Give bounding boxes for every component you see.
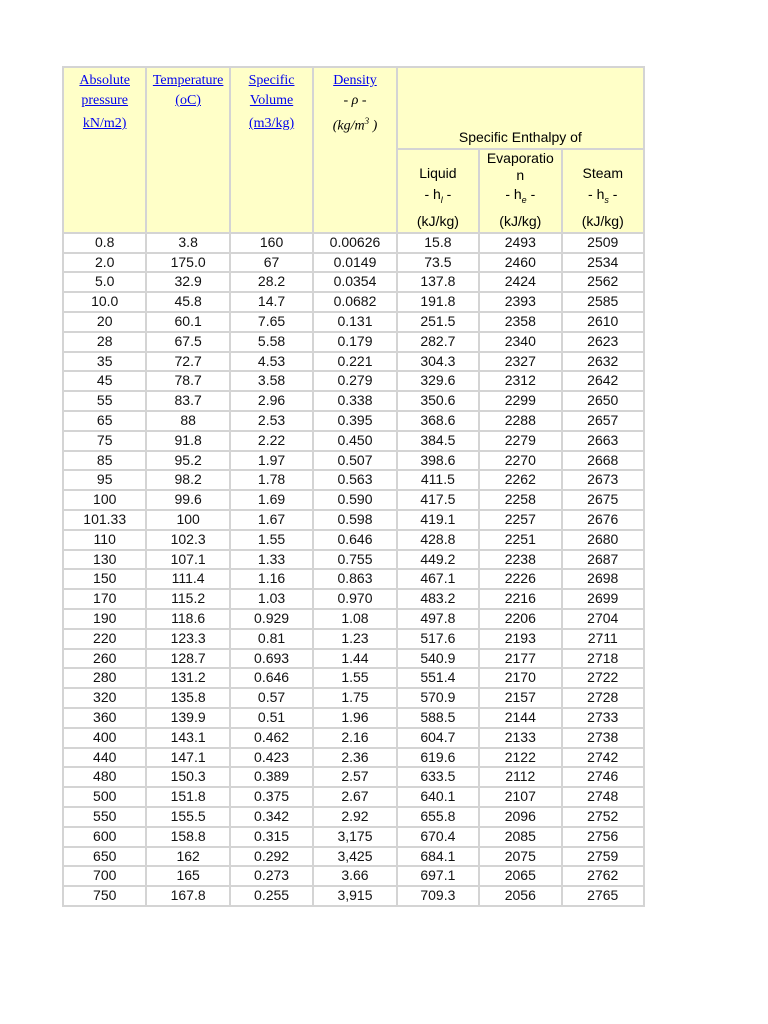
cell-temperature: 111.4 [147, 570, 228, 588]
cell-temperature: 60.1 [147, 313, 228, 331]
cell-steam-enthalpy: 2738 [563, 729, 644, 747]
cell-temperature: 165 [147, 867, 228, 885]
cell-liquid-enthalpy: 398.6 [398, 452, 478, 470]
table-row [64, 709, 643, 727]
cell-steam-enthalpy: 2698 [563, 570, 644, 588]
header-temperature [147, 68, 228, 232]
cell-temperature: 131.2 [147, 669, 228, 687]
cell-pressure: 170 [64, 590, 145, 608]
cell-density: 2.16 [314, 729, 395, 747]
table-row [64, 531, 643, 549]
cell-density: 0.507 [314, 452, 395, 470]
cell-pressure: 190 [64, 610, 145, 628]
cell-liquid-enthalpy: 449.2 [398, 551, 478, 569]
cell-liquid-enthalpy: 329.6 [398, 372, 478, 390]
table-row [64, 551, 643, 569]
cell-volume: 0.929 [231, 610, 312, 628]
cell-volume: 4.53 [231, 353, 312, 371]
cell-density: 0.450 [314, 432, 395, 450]
cell-density: 0.0682 [314, 293, 395, 311]
cell-pressure: 400 [64, 729, 145, 747]
cell-evaporation-enthalpy: 2144 [480, 709, 560, 727]
cell-volume: 1.55 [231, 531, 312, 549]
cell-temperature: 167.8 [147, 887, 228, 905]
cell-evaporation-enthalpy: 2075 [480, 848, 560, 866]
cell-pressure: 650 [64, 848, 145, 866]
cell-liquid-enthalpy: 304.3 [398, 353, 478, 371]
table-row [64, 808, 643, 826]
table-row [64, 432, 643, 450]
cell-steam-enthalpy: 2676 [563, 511, 644, 529]
cell-volume: 1.67 [231, 511, 312, 529]
cell-liquid-enthalpy: 467.1 [398, 570, 478, 588]
cell-density: 3,915 [314, 887, 395, 905]
cell-evaporation-enthalpy: 2193 [480, 630, 560, 648]
header-link[interactable]: (m3/kg) [249, 116, 295, 131]
cell-evaporation-enthalpy: 2206 [480, 610, 560, 628]
cell-volume: 1.78 [231, 471, 312, 489]
cell-liquid-enthalpy: 384.5 [398, 432, 478, 450]
cell-liquid-enthalpy: 251.5 [398, 313, 478, 331]
cell-pressure: 150 [64, 570, 145, 588]
header-evaporation: Evaporatio n - $h_e$ - (kJ/kg) [480, 150, 560, 232]
cell-density: 2.67 [314, 788, 395, 806]
cell-temperature: 88 [147, 412, 228, 430]
cell-pressure: 75 [64, 432, 145, 450]
cell-evaporation-enthalpy: 2460 [480, 254, 560, 272]
cell-volume: 1.69 [231, 491, 312, 509]
cell-evaporation-enthalpy: 2177 [480, 650, 560, 668]
cell-density: 0.598 [314, 511, 395, 529]
table-row [64, 650, 643, 668]
cell-temperature: 158.8 [147, 828, 228, 846]
cell-density: 2.57 [314, 768, 395, 786]
header-link[interactable]: Volume [249, 93, 294, 108]
cell-steam-enthalpy: 2748 [563, 788, 644, 806]
cell-volume: 2.53 [231, 412, 312, 430]
cell-volume: 0.389 [231, 768, 312, 786]
cell-density: 2.92 [314, 808, 395, 826]
cell-evaporation-enthalpy: 2270 [480, 452, 560, 470]
table-row [64, 610, 643, 628]
cell-liquid-enthalpy: 604.7 [398, 729, 478, 747]
header-liquid: Liquid - $h_l$ - (kJ/kg) [398, 150, 478, 232]
cell-pressure: 101.33 [64, 511, 145, 529]
cell-steam-enthalpy: 2680 [563, 531, 644, 549]
cell-liquid-enthalpy: 655.8 [398, 808, 478, 826]
cell-evaporation-enthalpy: 2226 [480, 570, 560, 588]
cell-temperature: 175.0 [147, 254, 228, 272]
table-row [64, 867, 643, 885]
cell-steam-enthalpy: 2718 [563, 650, 644, 668]
cell-pressure: 20 [64, 313, 145, 331]
table-row [64, 689, 643, 707]
table-row [64, 353, 643, 371]
cell-volume: 67 [231, 254, 312, 272]
cell-density: 0.221 [314, 353, 395, 371]
cell-evaporation-enthalpy: 2107 [480, 788, 560, 806]
table-row [64, 590, 643, 608]
cell-pressure: 280 [64, 669, 145, 687]
cell-steam-enthalpy: 2534 [563, 254, 644, 272]
cell-pressure: 360 [64, 709, 145, 727]
cell-liquid-enthalpy: 282.7 [398, 333, 478, 351]
cell-temperature: 99.6 [147, 491, 228, 509]
table-row [64, 848, 643, 866]
table-body [64, 234, 643, 905]
cell-evaporation-enthalpy: 2262 [480, 471, 560, 489]
cell-steam-enthalpy: 2657 [563, 412, 644, 430]
cell-liquid-enthalpy: 709.3 [398, 887, 478, 905]
cell-steam-enthalpy: 2722 [563, 669, 644, 687]
cell-evaporation-enthalpy: 2257 [480, 511, 560, 529]
cell-temperature: 32.9 [147, 273, 228, 291]
cell-density: 1.23 [314, 630, 395, 648]
cell-liquid-enthalpy: 670.4 [398, 828, 478, 846]
cell-temperature: 95.2 [147, 452, 228, 470]
cell-steam-enthalpy: 2650 [563, 392, 644, 410]
cell-steam-enthalpy: 2711 [563, 630, 644, 648]
cell-liquid-enthalpy: 191.8 [398, 293, 478, 311]
cell-volume: 1.16 [231, 570, 312, 588]
cell-steam-enthalpy: 2728 [563, 689, 644, 707]
cell-density: 3.66 [314, 867, 395, 885]
table-row [64, 254, 643, 272]
cell-pressure: 220 [64, 630, 145, 648]
cell-steam-enthalpy: 2668 [563, 452, 644, 470]
cell-temperature: 67.5 [147, 333, 228, 351]
table-row [64, 491, 643, 509]
cell-density: 0.563 [314, 471, 395, 489]
header-link[interactable]: (oC) [175, 93, 201, 108]
cell-density: 0.863 [314, 570, 395, 588]
header-density [314, 68, 395, 232]
header-enthalpy-group [398, 68, 643, 148]
table-row [64, 828, 643, 846]
table-row [64, 234, 643, 252]
cell-volume: 1.97 [231, 452, 312, 470]
table-row [64, 887, 643, 905]
cell-volume: 0.375 [231, 788, 312, 806]
cell-temperature: 162 [147, 848, 228, 866]
cell-liquid-enthalpy: 619.6 [398, 749, 478, 767]
cell-temperature: 143.1 [147, 729, 228, 747]
cell-evaporation-enthalpy: 2112 [480, 768, 560, 786]
density-unit: ($kg/m^3$ ) [332, 116, 378, 134]
cell-density: 3,175 [314, 828, 395, 846]
cell-density: 0.179 [314, 333, 395, 351]
cell-volume: 0.273 [231, 867, 312, 885]
cell-evaporation-enthalpy: 2133 [480, 729, 560, 747]
cell-temperature: 128.7 [147, 650, 228, 668]
cell-density: 0.646 [314, 531, 395, 549]
cell-pressure: 550 [64, 808, 145, 826]
cell-volume: 14.7 [231, 293, 312, 311]
cell-pressure: 2.0 [64, 254, 145, 272]
cell-liquid-enthalpy: 588.5 [398, 709, 478, 727]
cell-pressure: 110 [64, 531, 145, 549]
cell-evaporation-enthalpy: 2216 [480, 590, 560, 608]
cell-pressure: 65 [64, 412, 145, 430]
cell-volume: 0.693 [231, 650, 312, 668]
cell-liquid-enthalpy: 633.5 [398, 768, 478, 786]
cell-temperature: 135.8 [147, 689, 228, 707]
cell-density: 3,425 [314, 848, 395, 866]
table-row [64, 669, 643, 687]
cell-density: 0.279 [314, 372, 395, 390]
cell-steam-enthalpy: 2752 [563, 808, 644, 826]
cell-volume: 0.255 [231, 887, 312, 905]
cell-steam-enthalpy: 2765 [563, 887, 644, 905]
cell-pressure: 750 [64, 887, 145, 905]
cell-evaporation-enthalpy: 2065 [480, 867, 560, 885]
table-row [64, 372, 643, 390]
cell-evaporation-enthalpy: 2493 [480, 234, 560, 252]
cell-density: 1.08 [314, 610, 395, 628]
cell-steam-enthalpy: 2585 [563, 293, 644, 311]
cell-volume: 3.58 [231, 372, 312, 390]
cell-evaporation-enthalpy: 2299 [480, 392, 560, 410]
cell-volume: 160 [231, 234, 312, 252]
cell-steam-enthalpy: 2762 [563, 867, 644, 885]
cell-density: 1.96 [314, 709, 395, 727]
cell-pressure: 45 [64, 372, 145, 390]
cell-density: 1.75 [314, 689, 395, 707]
cell-pressure: 85 [64, 452, 145, 470]
cell-volume: 0.462 [231, 729, 312, 747]
cell-temperature: 139.9 [147, 709, 228, 727]
cell-volume: 7.65 [231, 313, 312, 331]
cell-evaporation-enthalpy: 2238 [480, 551, 560, 569]
cell-volume: 0.342 [231, 808, 312, 826]
cell-temperature: 100 [147, 511, 228, 529]
cell-volume: 0.423 [231, 749, 312, 767]
cell-steam-enthalpy: 2663 [563, 432, 644, 450]
cell-density: 2.36 [314, 749, 395, 767]
cell-volume: 0.292 [231, 848, 312, 866]
cell-liquid-enthalpy: 428.8 [398, 531, 478, 549]
cell-pressure: 10.0 [64, 293, 145, 311]
cell-evaporation-enthalpy: 2424 [480, 273, 560, 291]
cell-pressure: 600 [64, 828, 145, 846]
cell-temperature: 72.7 [147, 353, 228, 371]
cell-pressure: 0.8 [64, 234, 145, 252]
cell-pressure: 260 [64, 650, 145, 668]
cell-steam-enthalpy: 2509 [563, 234, 644, 252]
cell-temperature: 107.1 [147, 551, 228, 569]
cell-pressure: 28 [64, 333, 145, 351]
cell-steam-enthalpy: 2742 [563, 749, 644, 767]
cell-steam-enthalpy: 2632 [563, 353, 644, 371]
cell-evaporation-enthalpy: 2170 [480, 669, 560, 687]
cell-pressure: 55 [64, 392, 145, 410]
cell-liquid-enthalpy: 684.1 [398, 848, 478, 866]
cell-temperature: 45.8 [147, 293, 228, 311]
cell-pressure: 35 [64, 353, 145, 371]
cell-temperature: 147.1 [147, 749, 228, 767]
cell-pressure: 95 [64, 471, 145, 489]
header-link[interactable]: kN/m2) [82, 116, 127, 131]
table-row [64, 511, 643, 529]
cell-liquid-enthalpy: 483.2 [398, 590, 478, 608]
cell-temperature: 155.5 [147, 808, 228, 826]
cell-pressure: 130 [64, 551, 145, 569]
cell-liquid-enthalpy: 73.5 [398, 254, 478, 272]
cell-steam-enthalpy: 2699 [563, 590, 644, 608]
cell-pressure: 500 [64, 788, 145, 806]
table-row [64, 313, 643, 331]
cell-evaporation-enthalpy: 2096 [480, 808, 560, 826]
cell-volume: 2.96 [231, 392, 312, 410]
table-row [64, 729, 643, 747]
header-link[interactable]: pressure [81, 93, 129, 108]
cell-steam-enthalpy: 2562 [563, 273, 644, 291]
cell-steam-enthalpy: 2610 [563, 313, 644, 331]
cell-temperature: 102.3 [147, 531, 228, 549]
cell-evaporation-enthalpy: 2258 [480, 491, 560, 509]
cell-liquid-enthalpy: 640.1 [398, 788, 478, 806]
cell-evaporation-enthalpy: 2340 [480, 333, 560, 351]
table-row [64, 412, 643, 430]
table-row [64, 749, 643, 767]
cell-evaporation-enthalpy: 2288 [480, 412, 560, 430]
cell-volume: 0.646 [231, 669, 312, 687]
header-link[interactable]: Specific [248, 73, 295, 88]
cell-steam-enthalpy: 2673 [563, 471, 644, 489]
cell-evaporation-enthalpy: 2312 [480, 372, 560, 390]
cell-liquid-enthalpy: 551.4 [398, 669, 478, 687]
cell-temperature: 78.7 [147, 372, 228, 390]
cell-volume: 1.03 [231, 590, 312, 608]
cell-pressure: 100 [64, 491, 145, 509]
cell-volume: 0.315 [231, 828, 312, 846]
cell-steam-enthalpy: 2642 [563, 372, 644, 390]
cell-steam-enthalpy: 2623 [563, 333, 644, 351]
cell-evaporation-enthalpy: 2085 [480, 828, 560, 846]
cell-liquid-enthalpy: 419.1 [398, 511, 478, 529]
density-symbol: - ρ - [343, 93, 367, 108]
header-link[interactable]: Density [333, 73, 377, 88]
cell-temperature: 83.7 [147, 392, 228, 410]
cell-temperature: 151.8 [147, 788, 228, 806]
cell-temperature: 115.2 [147, 590, 228, 608]
cell-density: 1.44 [314, 650, 395, 668]
cell-pressure: 700 [64, 867, 145, 885]
cell-evaporation-enthalpy: 2393 [480, 293, 560, 311]
cell-density: 1.55 [314, 669, 395, 687]
table-row [64, 630, 643, 648]
steam-table [62, 66, 645, 907]
cell-density: 0.338 [314, 392, 395, 410]
table-row [64, 273, 643, 291]
cell-liquid-enthalpy: 417.5 [398, 491, 478, 509]
cell-temperature: 150.3 [147, 768, 228, 786]
cell-volume: 0.81 [231, 630, 312, 648]
cell-liquid-enthalpy: 411.5 [398, 471, 478, 489]
cell-steam-enthalpy: 2687 [563, 551, 644, 569]
cell-liquid-enthalpy: 497.8 [398, 610, 478, 628]
cell-volume: 5.58 [231, 333, 312, 351]
cell-steam-enthalpy: 2704 [563, 610, 644, 628]
cell-volume: 2.22 [231, 432, 312, 450]
cell-volume: 28.2 [231, 273, 312, 291]
cell-evaporation-enthalpy: 2157 [480, 689, 560, 707]
cell-density: 0.0149 [314, 254, 395, 272]
cell-density: 0.00626 [314, 234, 395, 252]
cell-evaporation-enthalpy: 2279 [480, 432, 560, 450]
cell-steam-enthalpy: 2759 [563, 848, 644, 866]
cell-pressure: 480 [64, 768, 145, 786]
cell-steam-enthalpy: 2733 [563, 709, 644, 727]
cell-liquid-enthalpy: 350.6 [398, 392, 478, 410]
cell-temperature: 3.8 [147, 234, 228, 252]
table-row [64, 570, 643, 588]
cell-liquid-enthalpy: 15.8 [398, 234, 478, 252]
cell-steam-enthalpy: 2756 [563, 828, 644, 846]
cell-evaporation-enthalpy: 2327 [480, 353, 560, 371]
cell-pressure: 320 [64, 689, 145, 707]
cell-density: 0.590 [314, 491, 395, 509]
cell-density: 0.755 [314, 551, 395, 569]
cell-steam-enthalpy: 2746 [563, 768, 644, 786]
cell-steam-enthalpy: 2675 [563, 491, 644, 509]
header-steam: Steam - $h_s$ - (kJ/kg) [563, 150, 644, 232]
header-link[interactable]: Temperature [152, 73, 224, 88]
header-link[interactable]: Absolute [79, 73, 130, 88]
cell-pressure: 5.0 [64, 273, 145, 291]
table-row [64, 392, 643, 410]
cell-evaporation-enthalpy: 2122 [480, 749, 560, 767]
cell-liquid-enthalpy: 368.6 [398, 412, 478, 430]
cell-temperature: 118.6 [147, 610, 228, 628]
cell-temperature: 91.8 [147, 432, 228, 450]
table-row [64, 293, 643, 311]
cell-liquid-enthalpy: 540.9 [398, 650, 478, 668]
header-pressure [64, 68, 145, 232]
cell-pressure: 440 [64, 749, 145, 767]
cell-volume: 1.33 [231, 551, 312, 569]
table-row [64, 768, 643, 786]
table-row [64, 333, 643, 351]
cell-liquid-enthalpy: 137.8 [398, 273, 478, 291]
cell-density: 0.395 [314, 412, 395, 430]
table-row [64, 471, 643, 489]
cell-volume: 0.57 [231, 689, 312, 707]
enthalpy-group-label: Specific Enthalpy of [458, 129, 582, 145]
cell-evaporation-enthalpy: 2056 [480, 887, 560, 905]
cell-temperature: 123.3 [147, 630, 228, 648]
cell-liquid-enthalpy: 517.6 [398, 630, 478, 648]
cell-liquid-enthalpy: 570.9 [398, 689, 478, 707]
cell-density: 0.131 [314, 313, 395, 331]
cell-volume: 0.51 [231, 709, 312, 727]
cell-density: 0.970 [314, 590, 395, 608]
header-volume [231, 68, 312, 232]
table-row [64, 788, 643, 806]
cell-density: 0.0354 [314, 273, 395, 291]
cell-evaporation-enthalpy: 2358 [480, 313, 560, 331]
cell-liquid-enthalpy: 697.1 [398, 867, 478, 885]
cell-temperature: 98.2 [147, 471, 228, 489]
table-row [64, 452, 643, 470]
cell-evaporation-enthalpy: 2251 [480, 531, 560, 549]
